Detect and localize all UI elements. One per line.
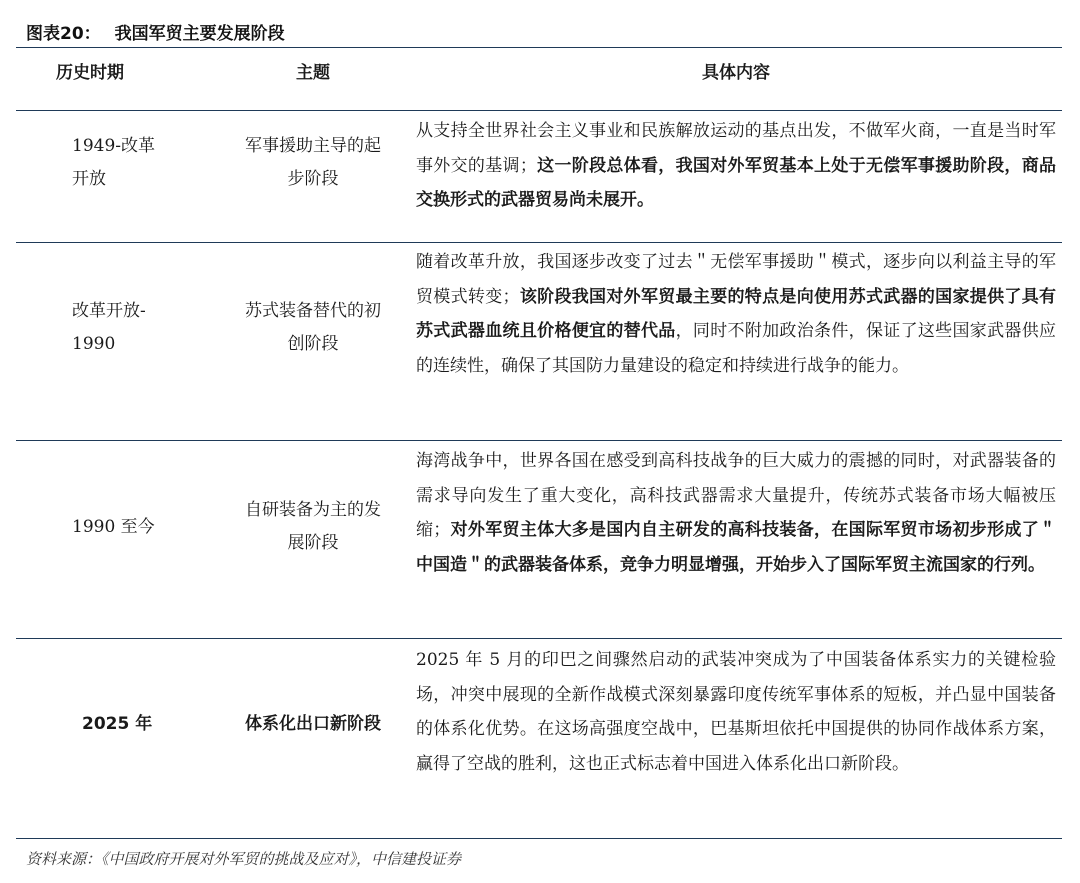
row-divider — [16, 440, 1062, 441]
row-content: 从支持全世界社会主义事业和民族解放运动的基点出发，不做军火商，一直是当时军事外交的基调；这一阶段总体看，我国对外军贸基本上处于无偿军事援助阶段，商品交换形式的武器贸易尚未展开。 — [416, 121, 1057, 210]
row-divider — [16, 242, 1062, 243]
figure-title-text: 我国军贸主要发展阶段 — [114, 24, 285, 44]
row-content: 海湾战争中，世界各国在感受到高科技战争的巨大威力的震撼的同时，对武器装备的需求导向发生了重大变化，高科技武器需求大量提升，传统苏式装备市场大幅被压缩；对外军贸主体大多是国内自主研发的高科技装备，在国际军贸市场初步形成了＂中国造＂的武器装备体系，竞争力明显增强，开始步入了国际军贸主流国家的行列。 — [416, 451, 1057, 575]
table-bottom-rule — [16, 838, 1062, 839]
row-period: 2025 年 — [82, 714, 153, 734]
header-theme: 主题 — [296, 63, 330, 83]
row-theme: 自研装备为主的发 展阶段 — [245, 500, 381, 553]
header-content: 具体内容 — [702, 63, 770, 83]
row-period: 1949-改革 开放 — [72, 136, 156, 189]
row-divider — [16, 638, 1062, 639]
row-content: 2025 年 5 月的印巴之间骤然启动的武装冲突成为了中国装备体系实力的关键检验场，冲突中展现的全新作战模式深刻暴露印度传统军事体系的短板，并凸显中国装备的体系化优势。在这场高强度空战中，巴基斯坦依托中国提供的协同作战体系方案，赢得了空战的胜利，这也正式标志着中国进入体系化出口新阶段。 — [416, 650, 1056, 774]
table-top-rule — [16, 47, 1062, 48]
row-theme: 军事援助主导的起 步阶段 — [245, 136, 381, 189]
row-theme: 苏式装备替代的初 创阶段 — [245, 301, 381, 354]
row-period: 改革开放- 1990 — [72, 301, 146, 354]
row-theme: 体系化出口新阶段 — [245, 714, 381, 734]
row-content: 随着改革升放，我国逐步改变了过去＂无偿军事援助＂模式，逐步向以利益主导的军贸模式转变；该阶段我国对外军贸最主要的特点是向使用苏式武器的国家提供了具有苏式武器血统且价格便宜的替代品，同时不附加政治条件，保证了这些国家武器供应的连续性，确保了其国防力量建设的稳定和持续进行战争的能力。 — [416, 252, 1057, 376]
header-bottom-rule — [16, 110, 1062, 111]
source-note: 资料来源：《中国政府开展对外军贸的挑战及应对》，中信建投证券 — [26, 850, 462, 868]
row-period: 1990 至今 — [72, 517, 155, 537]
figure-title — [26, 19, 1066, 44]
figure-label: 图表20： — [26, 24, 101, 44]
header-period: 历史时期 — [56, 63, 124, 83]
